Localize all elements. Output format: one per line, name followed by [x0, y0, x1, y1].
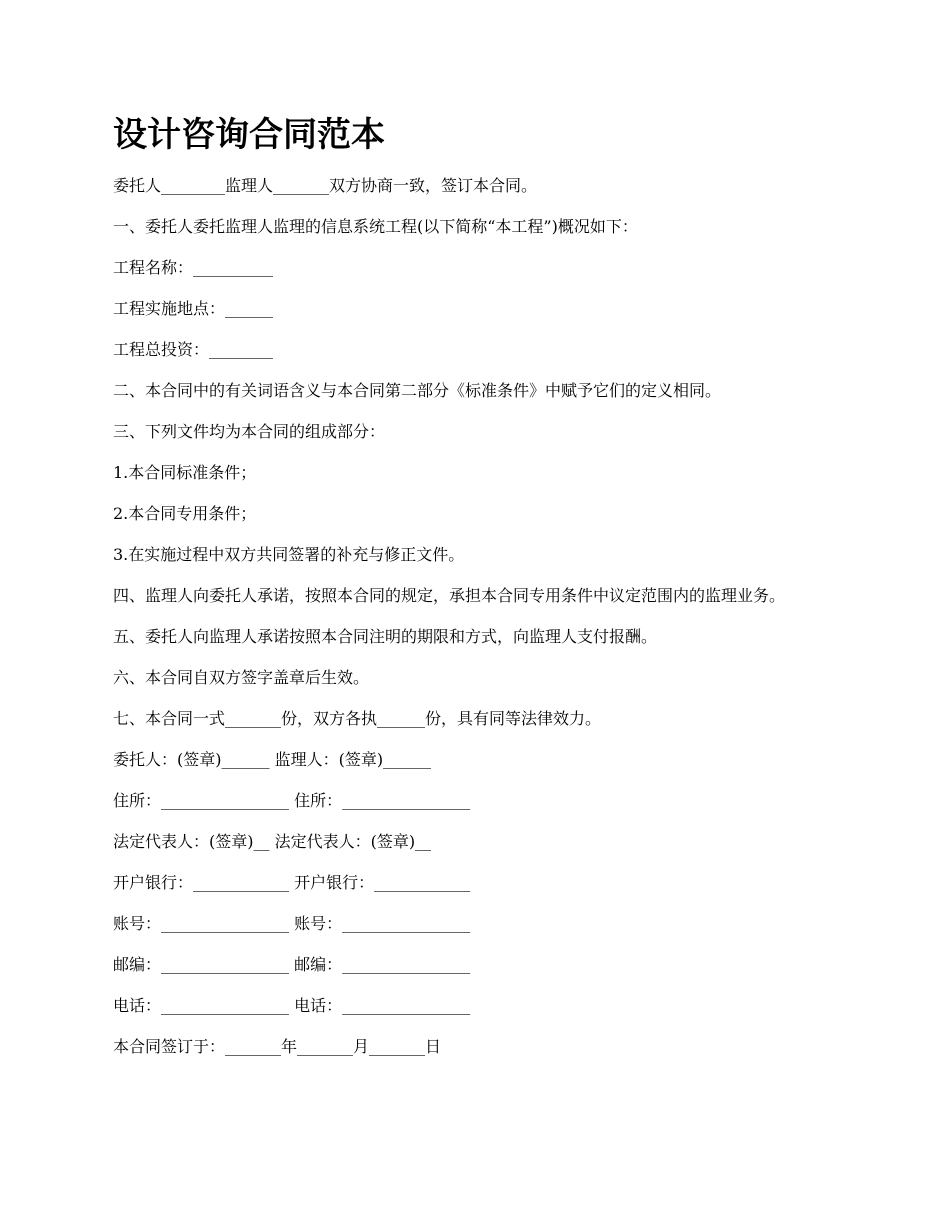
paragraph-project-investment: 工程总投资：________ — [113, 340, 274, 359]
signing-date-line: 本合同签订于：_______年_______月_______日 — [113, 1037, 442, 1056]
paragraph-clause-4: 四、监理人向委托人承诺，按照本合同的规定，承担本合同专用条件中议定范围内的监理业务。 — [113, 586, 786, 605]
paragraph-project-name: 工程名称：__________ — [113, 258, 274, 277]
paragraph-clause-1: 一、委托人委托监理人监理的信息系统工程(以下简称“本工程”)概况如下： — [113, 217, 638, 236]
signature-line-phone: 电话：________________ 电话：________________ — [113, 996, 471, 1015]
signature-line-address: 住所：________________ 住所：________________ — [113, 791, 471, 810]
signature-line-seal: 委托人：(签章)______ 监理人：(签章)______ — [113, 750, 432, 769]
paragraph-item-1: 1.本合同标准条件； — [113, 463, 257, 482]
paragraph-parties: 委托人________监理人_______双方协商一致，签订本合同。 — [113, 176, 538, 195]
paragraph-item-3: 3.在实施过程中双方共同签署的补充与修正文件。 — [113, 545, 465, 564]
signature-line-postcode: 邮编：________________ 邮编：________________ — [113, 955, 471, 974]
signature-line-legal-rep: 法定代表人：(签章)__ 法定代表人：(签章)__ — [113, 832, 432, 851]
document-title: 设计咨询合同范本 — [113, 115, 385, 155]
document-page — [113, 112, 841, 1078]
paragraph-clause-7: 七、本合同一式_______份，双方各执______份，具有同等法律效力。 — [113, 709, 602, 728]
paragraph-clause-3: 三、下列文件均为本合同的组成部分： — [113, 422, 386, 441]
paragraph-project-location: 工程实施地点：______ — [113, 299, 274, 318]
paragraph-clause-6: 六、本合同自双方签字盖章后生效。 — [113, 668, 370, 687]
paragraph-item-2: 2.本合同专用条件； — [113, 504, 257, 523]
paragraph-clause-2: 二、本合同中的有关词语含义与本合同第二部分《标准条件》中赋予它们的定义相同。 — [113, 381, 722, 400]
signature-line-account: 账号：________________ 账号：________________ — [113, 914, 471, 933]
signature-line-bank: 开户银行：____________ 开户银行：____________ — [113, 873, 471, 892]
paragraph-clause-5: 五、委托人向监理人承诺按照本合同注明的期限和方式，向监理人支付报酬。 — [113, 627, 658, 646]
